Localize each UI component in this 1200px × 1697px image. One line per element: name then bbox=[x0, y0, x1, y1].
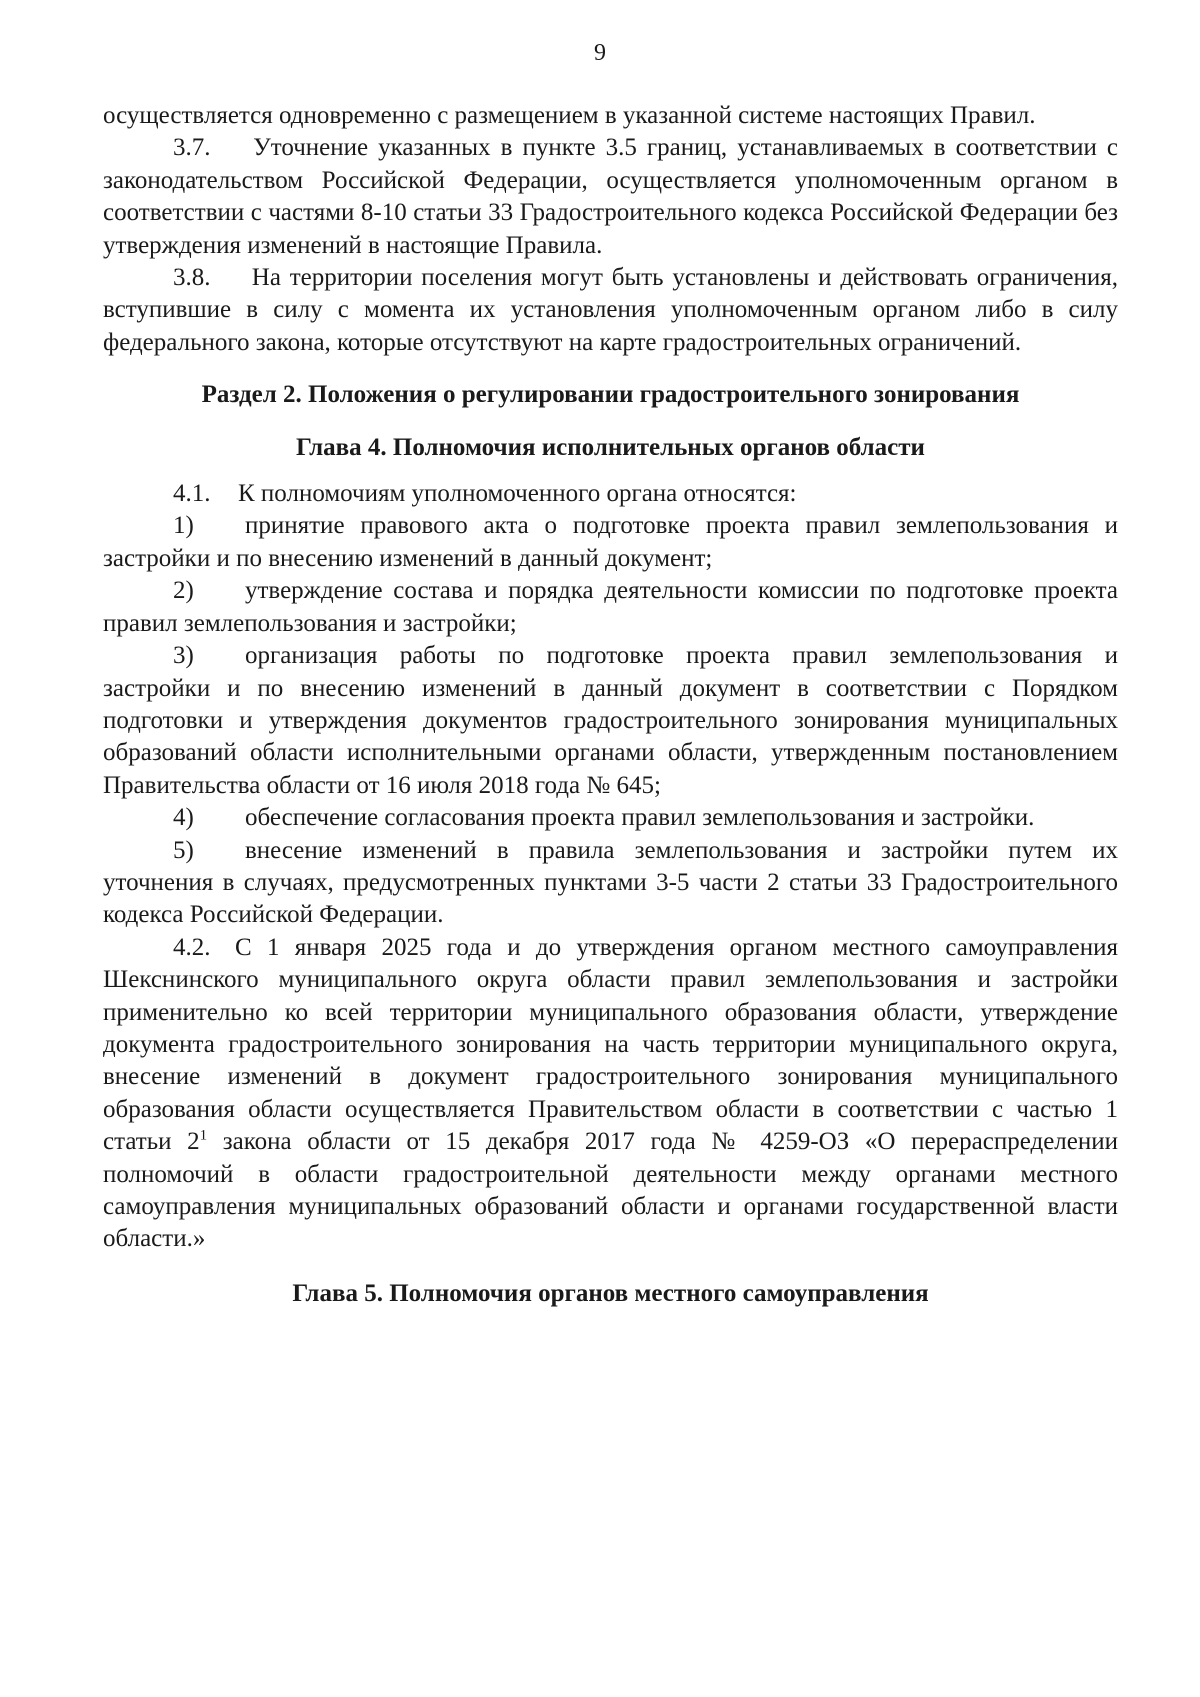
page-number: 9 bbox=[594, 40, 606, 66]
chapter-5-title: Глава 5. Полномочия органов местного самоуправления bbox=[292, 1279, 929, 1307]
section-2-title: Раздел 2. Положения о регулировании градостроительного зонирования bbox=[201, 381, 1020, 409]
list-item bbox=[103, 575, 1118, 640]
list-item-text: внесение изменений в правила землепользования и застройки путем их уточнения в случаях, предусмотренных пунктами 3-5 части 2 статьи 33 Градостроительного кодекса Российской Федерации. bbox=[103, 836, 1118, 929]
paragraph-number: 3.8. bbox=[173, 264, 211, 292]
paragraph-text: К полномочиям уполномоченного органа относятся: bbox=[238, 480, 797, 508]
paragraph-4-2 bbox=[103, 932, 1118, 1256]
list-item bbox=[103, 640, 1118, 802]
paragraph-4-1 bbox=[103, 478, 1118, 510]
paragraph-number: 4.1. bbox=[173, 480, 211, 508]
paragraph-text: На территории поселения могут быть установлены и действовать ограничения, вступившие в силу с момента их установления уполномоченным органом либо в силу федерального закона, которые отсутствуют на карте градостроительных ограничений. bbox=[103, 264, 1118, 356]
list-item-text: утверждение состава и порядка деятельности комиссии по подготовке проекта правил землепользования и застройки; bbox=[103, 577, 1118, 637]
list-item-number: 4) bbox=[173, 804, 194, 832]
paragraph-number: 4.2. bbox=[173, 933, 211, 961]
list-item-number: 5) bbox=[173, 836, 194, 864]
list-item-text: принятие правового акта о подготовке проекта правил землепользования и застройки и по внесению изменений в данный документ; bbox=[103, 512, 1118, 572]
document-body bbox=[103, 100, 1118, 1310]
chapter-4-title: Глава 4. Полномочия исполнительных органов области bbox=[296, 433, 925, 461]
list-item-number: 2) bbox=[173, 577, 194, 605]
paragraph-3-8 bbox=[103, 262, 1118, 359]
paragraph-number: 3.7. bbox=[173, 134, 211, 162]
paragraph-text: Уточнение указанных в пункте 3.5 границ, устанавливаемых в соответствии с законодательством Российской Федерации, осуществляется уполномоченным органом в соответствии с частями 8-10 статьи 33 Градостроительного кодекса Российской Федерации без утверждения изменений в настоящие Правила. bbox=[103, 134, 1119, 259]
paragraph-text: С 1 января 2025 года и до утверждения органом местного самоуправления Шекснинского муниципального округа области правил землепользования и застройки применительно ко всей территории муниципального образования области, утверждение документа градостроительного зонирования на часть территории муниципального округа, внесение изменений в документ градостроительного зонирования муниципального образования области осуществляется Правительством области в соответствии с частью 1 статьи 2 bbox=[103, 933, 1118, 1156]
list-item-number: 1) bbox=[173, 512, 194, 540]
list-item-text: организация работы по подготовке проекта правил землепользования и застройки и по внесению изменений в данный документ в соответствии с Порядком подготовки и утверждения документов градостроительного зонирования муниципальных образований области исполнительными органами области, утвержденным постановлением Правительства области от 16 июля 2018 года № 645; bbox=[103, 642, 1118, 799]
superscript: 1 bbox=[199, 1127, 208, 1144]
list-item bbox=[103, 510, 1118, 575]
paragraph-continuation: осуществляется одновременно с размещением в указанной системе настоящих Правил. bbox=[103, 102, 1036, 129]
paragraph-text-continued: закона области от 15 декабря 2017 года № 4259-ОЗ «О перераспределении полномочий в области градостроительной деятельности между органами местного самоуправления муниципальных образований области и органами государственной власти области.» bbox=[103, 1128, 1119, 1253]
paragraph-3-7 bbox=[103, 132, 1118, 262]
list-item bbox=[103, 802, 1118, 834]
list-item-text: обеспечение согласования проекта правил землепользования и застройки. bbox=[245, 804, 1035, 832]
list-item-number: 3) bbox=[173, 642, 194, 670]
list-item bbox=[103, 835, 1118, 932]
